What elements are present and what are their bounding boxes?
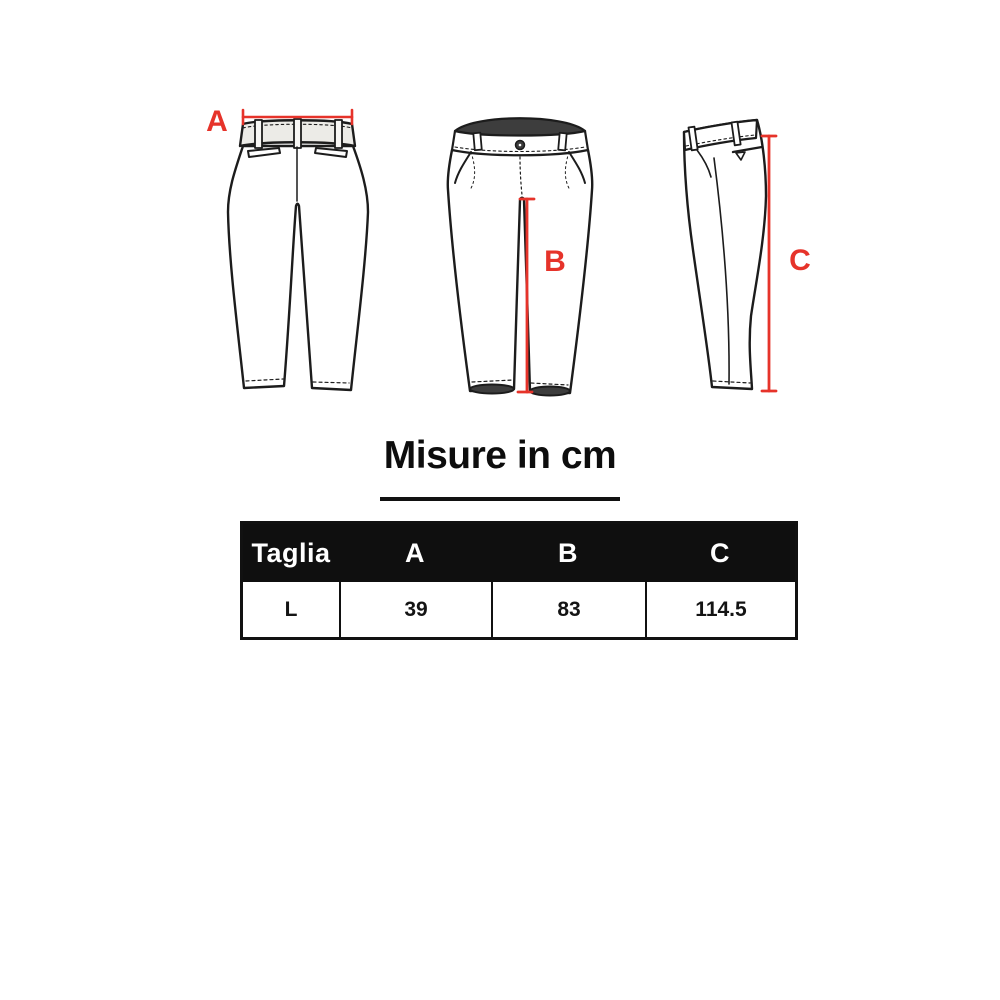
waist-button-center <box>519 144 522 147</box>
size-guide-illustration <box>0 0 1000 430</box>
pants-side-view <box>684 120 766 389</box>
size-table <box>240 521 798 640</box>
front-body <box>448 150 593 393</box>
size-table-header-row <box>243 524 795 582</box>
page-title: Misure in cm <box>383 434 617 477</box>
front-hem-left <box>470 385 514 394</box>
front-hem-right <box>530 387 570 396</box>
pants-front-view <box>448 118 593 395</box>
title-underline <box>380 497 620 501</box>
side-body <box>684 120 766 389</box>
measure-label-a: A <box>206 105 228 138</box>
size-table-header-c: C <box>710 537 730 568</box>
size-table-cell-b: 83 <box>491 582 645 637</box>
size-table-header-a: A <box>405 537 425 568</box>
belt-loop <box>255 120 262 148</box>
belt-loop <box>473 133 481 151</box>
belt-loop <box>294 119 301 148</box>
size-table-row <box>243 582 795 637</box>
size-table-header-taglia: Taglia <box>251 537 331 568</box>
measure-label-b: B <box>544 245 566 278</box>
trousers-diagram-svg <box>0 0 1000 430</box>
measure-label-c: C <box>789 244 811 277</box>
belt-loop <box>335 120 342 148</box>
size-table-header-b: B <box>558 537 578 568</box>
pants-back-view <box>228 119 368 390</box>
size-table-cell-c: 114.5 <box>645 582 795 637</box>
size-table-cell-a: 39 <box>339 582 491 637</box>
back-body <box>228 146 368 390</box>
belt-loop <box>558 133 566 151</box>
size-table-cell-taglia: L <box>284 597 298 621</box>
